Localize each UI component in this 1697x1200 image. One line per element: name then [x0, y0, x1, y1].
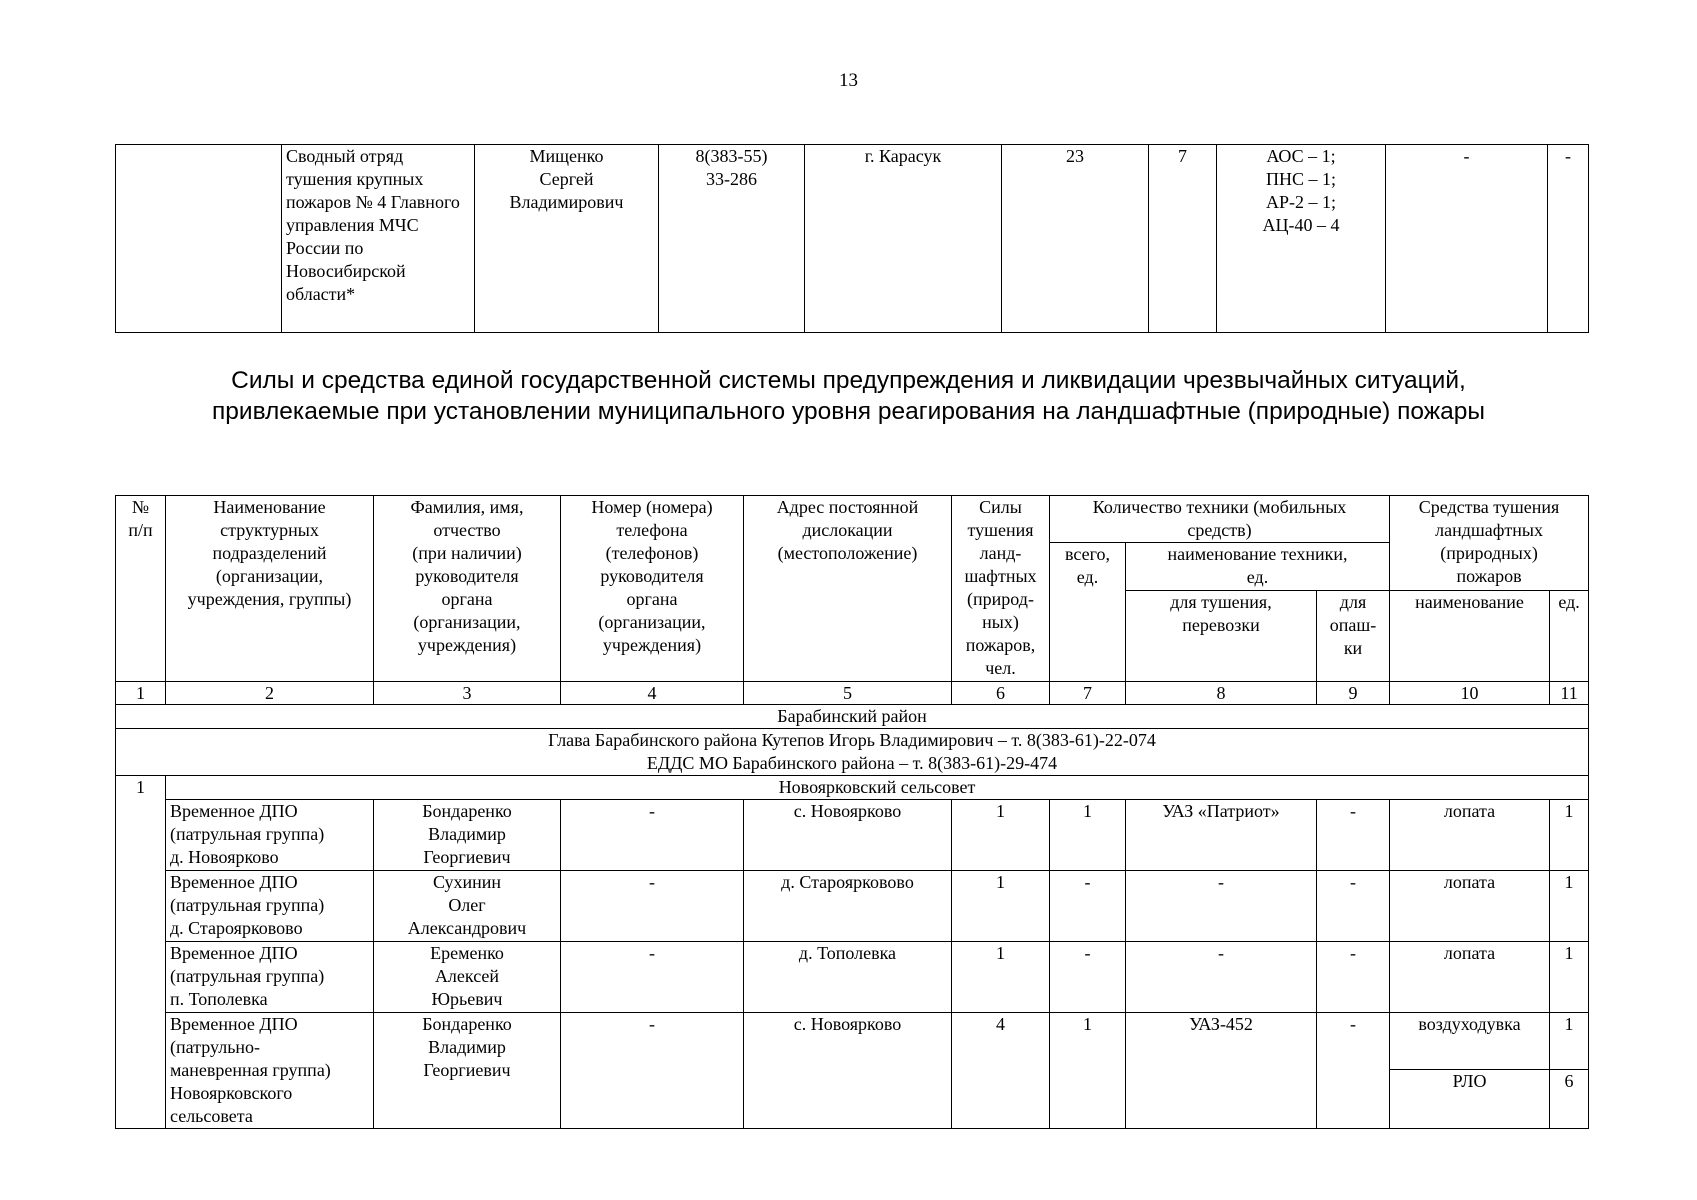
- column-number-row: [116, 682, 1589, 705]
- column-number: 7: [1050, 682, 1126, 705]
- forces-table: [115, 495, 1589, 1129]
- cell-address: д. Тополевка: [744, 942, 952, 1013]
- cell-means: РЛО: [1390, 1070, 1550, 1129]
- cell-means: лопата: [1390, 942, 1550, 1013]
- cell-total: -: [1050, 871, 1126, 942]
- cell-head: Сухинин Олег Александрович: [374, 871, 561, 942]
- cell-forces: 4: [952, 1013, 1050, 1129]
- cell-phone: -: [561, 800, 744, 871]
- column-number: 6: [952, 682, 1050, 705]
- cell-unit-name: Сводный отряд тушения крупных пожаров № 4 Главного управления МЧС России по Новосибирской области*: [282, 145, 475, 333]
- cell-equipment: АОС – 1; ПНС – 1; АР-2 – 1; АЦ-40 – 4: [1217, 145, 1386, 333]
- cell-forces: 23: [1002, 145, 1149, 333]
- cell-units: 1: [1550, 942, 1589, 1013]
- cell-head: Бондаренко Владимир Георгиевич: [374, 800, 561, 871]
- cell-forces: 1: [952, 871, 1050, 942]
- cell-number: [116, 145, 282, 333]
- cell-address: с. Новоярково: [744, 1013, 952, 1129]
- header-forces: Силы тушения ланд- шафтных (природ- ных) пожаров, чел.: [952, 496, 1050, 682]
- header-num: № п/п: [116, 496, 166, 682]
- cell-forces: 1: [952, 800, 1050, 871]
- column-number: 2: [166, 682, 374, 705]
- heading-line-2: привлекаемые при установлении муниципального уровня реагирования на ландшафтные (природные) пожары: [211, 398, 1485, 425]
- cell-units: 1: [1550, 800, 1589, 871]
- cell-unit-name: Временное ДПО (патрульная группа) д. Старояркововo: [166, 871, 374, 942]
- cell-units: -: [1548, 145, 1589, 333]
- cell-total: 1: [1050, 800, 1126, 871]
- column-number: 8: [1126, 682, 1317, 705]
- cell-head: Бондаренко Владимир Георгиевич: [374, 1013, 561, 1129]
- column-number: 1: [116, 682, 166, 705]
- cell-total: 7: [1149, 145, 1217, 333]
- header-means-name: наименование: [1390, 591, 1550, 682]
- cell-head: Мищенко Сергей Владимирович: [475, 145, 659, 333]
- cell-forces: 1: [952, 942, 1050, 1013]
- table-row: [116, 871, 1589, 942]
- header-phone: Номер (номера) телефона (телефонов) руководителя органа (организации, учреждения): [561, 496, 744, 682]
- header-address: Адрес постоянной дислокации (местоположение): [744, 496, 952, 682]
- header-row: [116, 496, 1589, 543]
- header-equipment-names: наименование техники, ед.: [1126, 543, 1390, 591]
- cell-total: -: [1050, 942, 1126, 1013]
- cell-means: -: [1386, 145, 1548, 333]
- cell-means: лопата: [1390, 800, 1550, 871]
- header-equipment-group: Количество техники (мобильных средств): [1050, 496, 1390, 543]
- cell-means: лопата: [1390, 871, 1550, 942]
- cell-extinguish: УАЗ «Патриот»: [1126, 800, 1317, 871]
- cell-head: Еременко Алексей Юрьевич: [374, 942, 561, 1013]
- cell-extinguish: -: [1126, 871, 1317, 942]
- cell-units: 6: [1550, 1070, 1589, 1129]
- heading-line-1: Силы и средства единой государственной системы предупреждения и ликвидации чрезвычайных ситуаций,: [231, 367, 1466, 394]
- cell-phone: -: [561, 871, 744, 942]
- cell-plowing: -: [1317, 942, 1390, 1013]
- column-number: 4: [561, 682, 744, 705]
- settlement-number: 1: [116, 776, 166, 1129]
- district-row: [116, 705, 1589, 729]
- header-plowing: для опаш- ки: [1317, 591, 1390, 682]
- cell-phone: -: [561, 1013, 744, 1129]
- district-name: Барабинский район: [116, 705, 1589, 729]
- cell-plowing: -: [1317, 871, 1390, 942]
- cell-plowing: -: [1317, 800, 1390, 871]
- header-means-units: ед.: [1550, 591, 1589, 682]
- cell-unit-name: Временное ДПО (патрульная группа) п. Тополевка: [166, 942, 374, 1013]
- cell-address: с. Новоярково: [744, 800, 952, 871]
- cell-units: 1: [1550, 1013, 1589, 1070]
- table-row: [116, 800, 1589, 871]
- cell-phone: -: [561, 942, 744, 1013]
- continuation-table: [115, 144, 1589, 333]
- header-head: Фамилия, имя, отчество (при наличии) руководителя органа (организации, учреждения): [374, 496, 561, 682]
- cell-units: 1: [1550, 871, 1589, 942]
- column-number: 9: [1317, 682, 1390, 705]
- header-extinguish: для тушения, перевозки: [1126, 591, 1317, 682]
- cell-total: 1: [1050, 1013, 1126, 1129]
- district-info-row: [116, 729, 1589, 776]
- header-means-group: Средства тушения ландшафтных (природных) пожаров: [1390, 496, 1589, 591]
- header-total: всего, ед.: [1050, 543, 1126, 682]
- section-heading: [0, 365, 1697, 427]
- cell-extinguish: -: [1126, 942, 1317, 1013]
- column-number: 3: [374, 682, 561, 705]
- cell-address: д. Старояркововo: [744, 871, 952, 942]
- district-contacts: Глава Барабинского района Кутепов Игорь Владимирович – т. 8(383-61)-22-074 ЕДДС МО Барабинского района – т. 8(383-61)-29-474: [116, 729, 1589, 776]
- cell-unit-name: Временное ДПО (патрульная группа) д. Новоярково: [166, 800, 374, 871]
- page-number: 13: [839, 70, 858, 91]
- cell-address: г. Карасук: [805, 145, 1002, 333]
- column-number: 10: [1390, 682, 1550, 705]
- cell-means: воздуходувка: [1390, 1013, 1550, 1070]
- table-row: [116, 1013, 1589, 1070]
- column-number: 5: [744, 682, 952, 705]
- cell-unit-name: Временное ДПО (патрульно- маневренная группа) Новоярковского сельсовета: [166, 1013, 374, 1129]
- cell-phone: 8(383-55) 33-286: [659, 145, 805, 333]
- table-row: [116, 942, 1589, 1013]
- table-row: [116, 145, 1589, 333]
- column-number: 11: [1550, 682, 1589, 705]
- settlement-name: Новоярковский сельсовет: [166, 776, 1589, 800]
- header-name: Наименование структурных подразделений (организации, учреждения, группы): [166, 496, 374, 682]
- cell-extinguish: УАЗ-452: [1126, 1013, 1317, 1129]
- cell-plowing: -: [1317, 1013, 1390, 1129]
- settlement-row: [116, 776, 1589, 800]
